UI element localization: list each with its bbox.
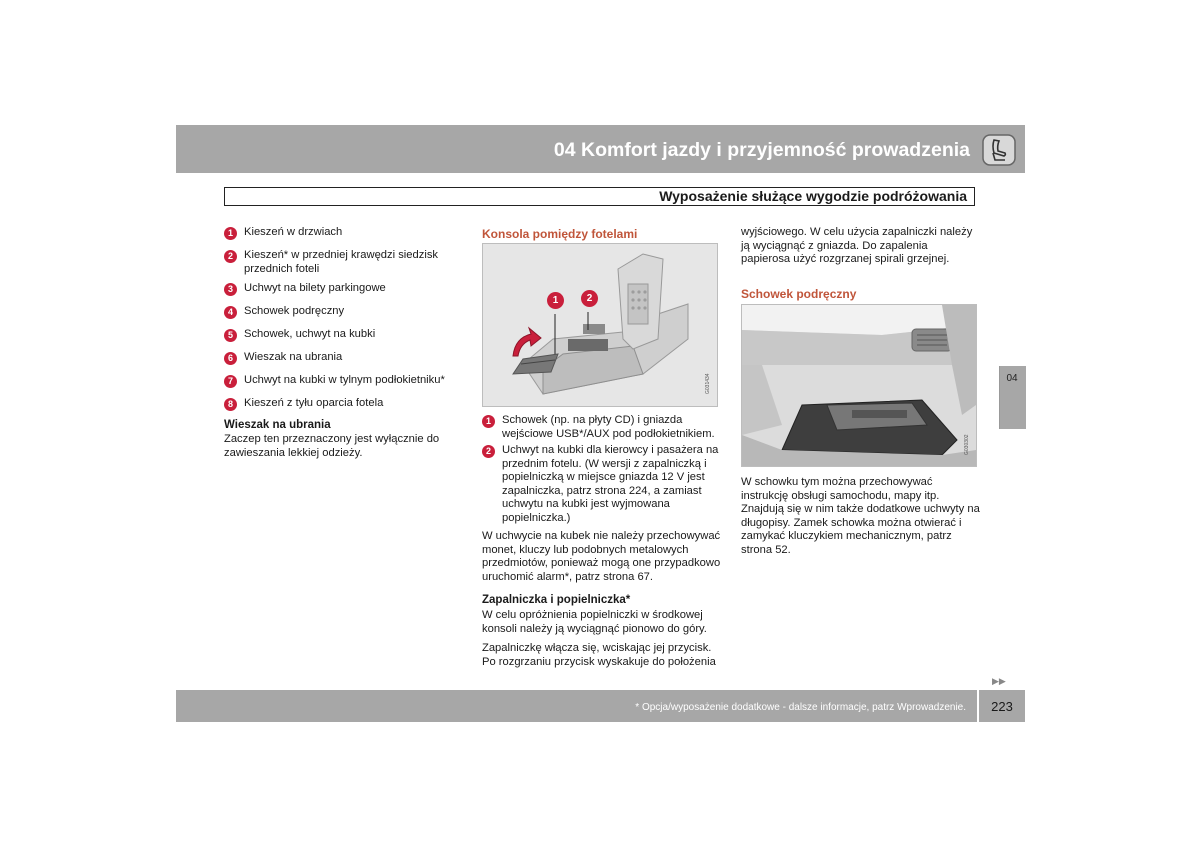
number-badge: 7	[224, 375, 237, 388]
number-badge: 2	[224, 250, 237, 263]
list-item-text: Schowek, uchwyt na kubki	[244, 328, 376, 340]
figure-code: G030302	[964, 434, 970, 455]
storage-list	[224, 226, 464, 411]
list-item-text: Kieszeń* w przedniej krawędzi siedzisk przednich foteli	[244, 249, 439, 275]
list-item	[224, 249, 456, 276]
list-item-text: Uchwyt na bilety parkingowe	[244, 282, 386, 294]
list-item-text: Uchwyt na kubki dla kierowcy i pasażera na przednim fotelu. (W wersji z zapalniczką i popielniczką w miejsce gniazda 12 V jest zapalniczka, patrz strona 224, a zamiast uchwytu na kubki jest wyjmowana popielniczka.)	[502, 444, 719, 524]
chapter-title: 04 Komfort jazdy i przyjemność prowadzenia	[553, 139, 970, 161]
center-console-figure	[482, 243, 718, 407]
number-badge: 5	[224, 329, 237, 342]
number-badge: 3	[224, 283, 237, 296]
schowek-text: W schowku tym można przechowywać instrukcję obsługi samochodu, mapy itp. Znajdują się w nim także dodatkowe uchwyty na długopisy. Zamek schowka można otwierać i zamykać kluczykiem mechanicznym, patrz strona 52.	[741, 476, 980, 556]
schowek-heading: Schowek podręczny	[741, 287, 857, 301]
wieszak-text: Zaczep ten przeznaczony jest wyłącznie do zawieszania lekkiej odzieży.	[224, 433, 440, 459]
zapalniczka-text-2: Zapalniczkę włącza się, wciskając jej przycisk. Po rozgrzaniu przycisk wyskakuje do położenia	[482, 642, 716, 668]
double-arrow-right-icon: ▶▶	[992, 676, 1006, 686]
center-console-illustration	[483, 244, 717, 406]
list-item-text: Kieszeń z tyłu oparcia fotela	[244, 397, 384, 409]
footer-divider	[977, 690, 979, 722]
callout-badge-1: 1	[547, 292, 564, 309]
footer-note: * Opcja/wyposażenie dodatkowe - dalsze informacje, patrz Wprowadzenie.	[635, 702, 966, 713]
glovebox-illustration	[742, 305, 976, 466]
list-item-text: Wieszak na ubrania	[244, 351, 343, 363]
page-number: 223	[991, 699, 1013, 714]
list-item	[224, 374, 464, 388]
list-item	[224, 305, 464, 319]
list-item-text: Uchwyt na kubki w tylnym podłokietniku*	[244, 374, 445, 386]
list-item-text: Schowek podręczny	[244, 305, 345, 317]
konsola-heading: Konsola pomiędzy fotelami	[482, 227, 638, 241]
chapter-side-tab-label: 04	[1006, 373, 1018, 384]
wieszak-heading: Wieszak na ubrania	[224, 419, 331, 431]
cupholder-warning: W uchwycie na kubek nie należy przechowywać monet, kluczy lub podobnych metalowych przedmiotów, ponieważ mogą one przypadkowo uruchomić alarm*, patrz strona 67.	[482, 530, 721, 583]
konsola-item-list	[482, 414, 722, 525]
list-item	[224, 328, 464, 342]
number-badge: 1	[224, 227, 237, 240]
zapalniczka-text-3: wyjściowego. W celu użycia zapalniczki należy ją wyciągnąć z gniazda. Do zapalenia papierosa użyć rozgrzanej spirali grzejnej.	[741, 226, 973, 266]
section-title: Wyposażenie służące wygodzie podróżowania	[659, 188, 967, 204]
list-item	[224, 282, 464, 296]
seat-icon	[982, 134, 1016, 166]
number-badge: 4	[224, 306, 237, 319]
list-item	[224, 226, 464, 240]
number-badge: 6	[224, 352, 237, 365]
number-badge: 2	[482, 445, 495, 458]
list-item-text: Kieszeń w drzwiach	[244, 226, 343, 238]
zapalniczka-text-1: W celu opróżnienia popielniczki w środkowej konsoli należy ją wyciągnąć pionowo do góry.	[482, 609, 707, 635]
number-badge: 1	[482, 415, 495, 428]
list-item	[224, 397, 464, 411]
list-item-text: Schowek (np. na płyty CD) i gniazda wejściowe USB*/AUX pod podłokietnikiem.	[502, 414, 715, 440]
list-item	[224, 351, 464, 365]
number-badge: 8	[224, 398, 237, 411]
zapalniczka-heading: Zapalniczka i popielniczka*	[482, 594, 631, 606]
callout-badge-2: 2	[581, 290, 598, 307]
figure-code: G031434	[705, 373, 711, 394]
glovebox-figure	[741, 304, 977, 467]
list-item	[482, 444, 722, 525]
list-item	[482, 414, 722, 441]
